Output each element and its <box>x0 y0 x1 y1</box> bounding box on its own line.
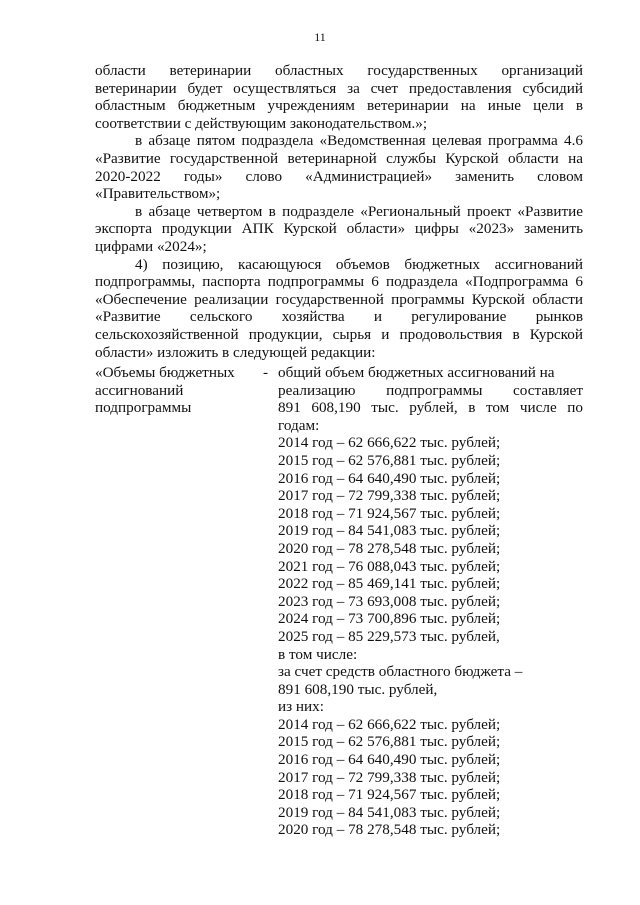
table-dash: - <box>263 364 269 381</box>
year-amount-line: 2019 год – 84 541,083 тыс. рублей; <box>278 803 501 821</box>
year-amount-line: 2025 год – 85 229,573 тыс. рублей, <box>278 627 500 645</box>
including-label: в том числе: <box>278 645 358 663</box>
regional-budget-label: за счет средств областного бюджета – <box>278 663 523 681</box>
years-regional-list <box>278 716 583 839</box>
left-label-line: ассигнований <box>95 381 184 399</box>
intro-line: 891 608,190 тыс. рублей, в том числе по <box>278 399 583 417</box>
year-amount-line: 2015 год – 62 576,881 тыс. рублей; <box>278 733 501 751</box>
year-amount-line: 2021 год – 76 088,043 тыс. рублей; <box>278 557 501 575</box>
intro-line: общий объем бюджетных ассигнований на <box>278 364 555 381</box>
document-body <box>95 62 583 361</box>
year-amount-line: 2019 год – 84 541,083 тыс. рублей; <box>278 522 501 540</box>
year-amount-line: 2020 год – 78 278,548 тыс. рублей; <box>278 539 501 557</box>
year-amount-line: 2016 год – 64 640,490 тыс. рублей; <box>278 469 501 487</box>
year-amount-line: 2018 год – 71 924,567 тыс. рублей; <box>278 786 501 804</box>
left-label-line: подпрограммы <box>95 399 192 417</box>
years-total-list <box>278 434 583 645</box>
year-amount-line: 2017 год – 72 799,338 тыс. рублей; <box>278 487 501 505</box>
year-amount-line: 2023 год – 73 693,008 тыс. рублей; <box>278 592 501 610</box>
year-amount-line: 2014 год – 62 666,622 тыс. рублей; <box>278 434 501 452</box>
paragraph-4: 4) позицию, касающуюся объемов бюджетных ассигнований подпрограммы, паспорта подпрограммы 6 подраздела «Подпрограмма 6 «Обеспечение реализации государственной программы Курской области «Развитие сельского хозяйства и регулирование рынков сельскохозяйственной продукции, сырья и продовольствия в Курской области» изложить в следующей редакции: <box>95 255 583 361</box>
year-amount-line: 2016 год – 64 640,490 тыс. рублей; <box>278 751 501 769</box>
paragraph-1: области ветеринарии областных государственных организаций ветеринарии будет осуществляться за счет предоставления субсидий областным бюджетным учреждениям ветеринарии на иные цели в соответствии с действующим законодательством.»; <box>95 62 583 132</box>
table-left-column <box>95 364 255 417</box>
intro-line: реализацию подпрограммы составляет <box>278 381 583 399</box>
year-amount-line: 2018 год – 71 924,567 тыс. рублей; <box>278 504 501 522</box>
year-amount-line: 2015 год – 62 576,881 тыс. рублей; <box>278 451 501 469</box>
paragraph-3: в абзаце четвертом в подразделе «Региональный проект «Развитие экспорта продукции АПК Курской области» цифры «2023» заменить цифрами «2024»; <box>95 202 583 255</box>
page-number: 11 <box>314 30 326 44</box>
year-amount-line: 2014 год – 62 666,622 тыс. рублей; <box>278 715 501 733</box>
year-amount-line: 2020 год – 78 278,548 тыс. рублей; <box>278 821 501 839</box>
table-right-column <box>278 364 583 839</box>
year-amount-line: 2022 год – 85 469,141 тыс. рублей; <box>278 575 501 593</box>
regional-budget-total: 891 608,190 тыс. рублей, <box>278 680 438 698</box>
year-amount-line: 2017 год – 72 799,338 тыс. рублей; <box>278 768 501 786</box>
paragraph-2: в абзаце пятом подраздела «Ведомственная целевая программа 4.6 «Развитие государственной ветеринарной службы Курской области на 2020-2022 годы» слово «Администрацией» заменить словом «Правительством»; <box>95 132 583 203</box>
left-label-line: «Объемы бюджетных <box>95 364 235 381</box>
year-amount-line: 2024 год – 73 700,896 тыс. рублей; <box>278 610 501 628</box>
intro-line: годам: <box>278 416 320 434</box>
of-them-label: из них: <box>278 698 324 716</box>
